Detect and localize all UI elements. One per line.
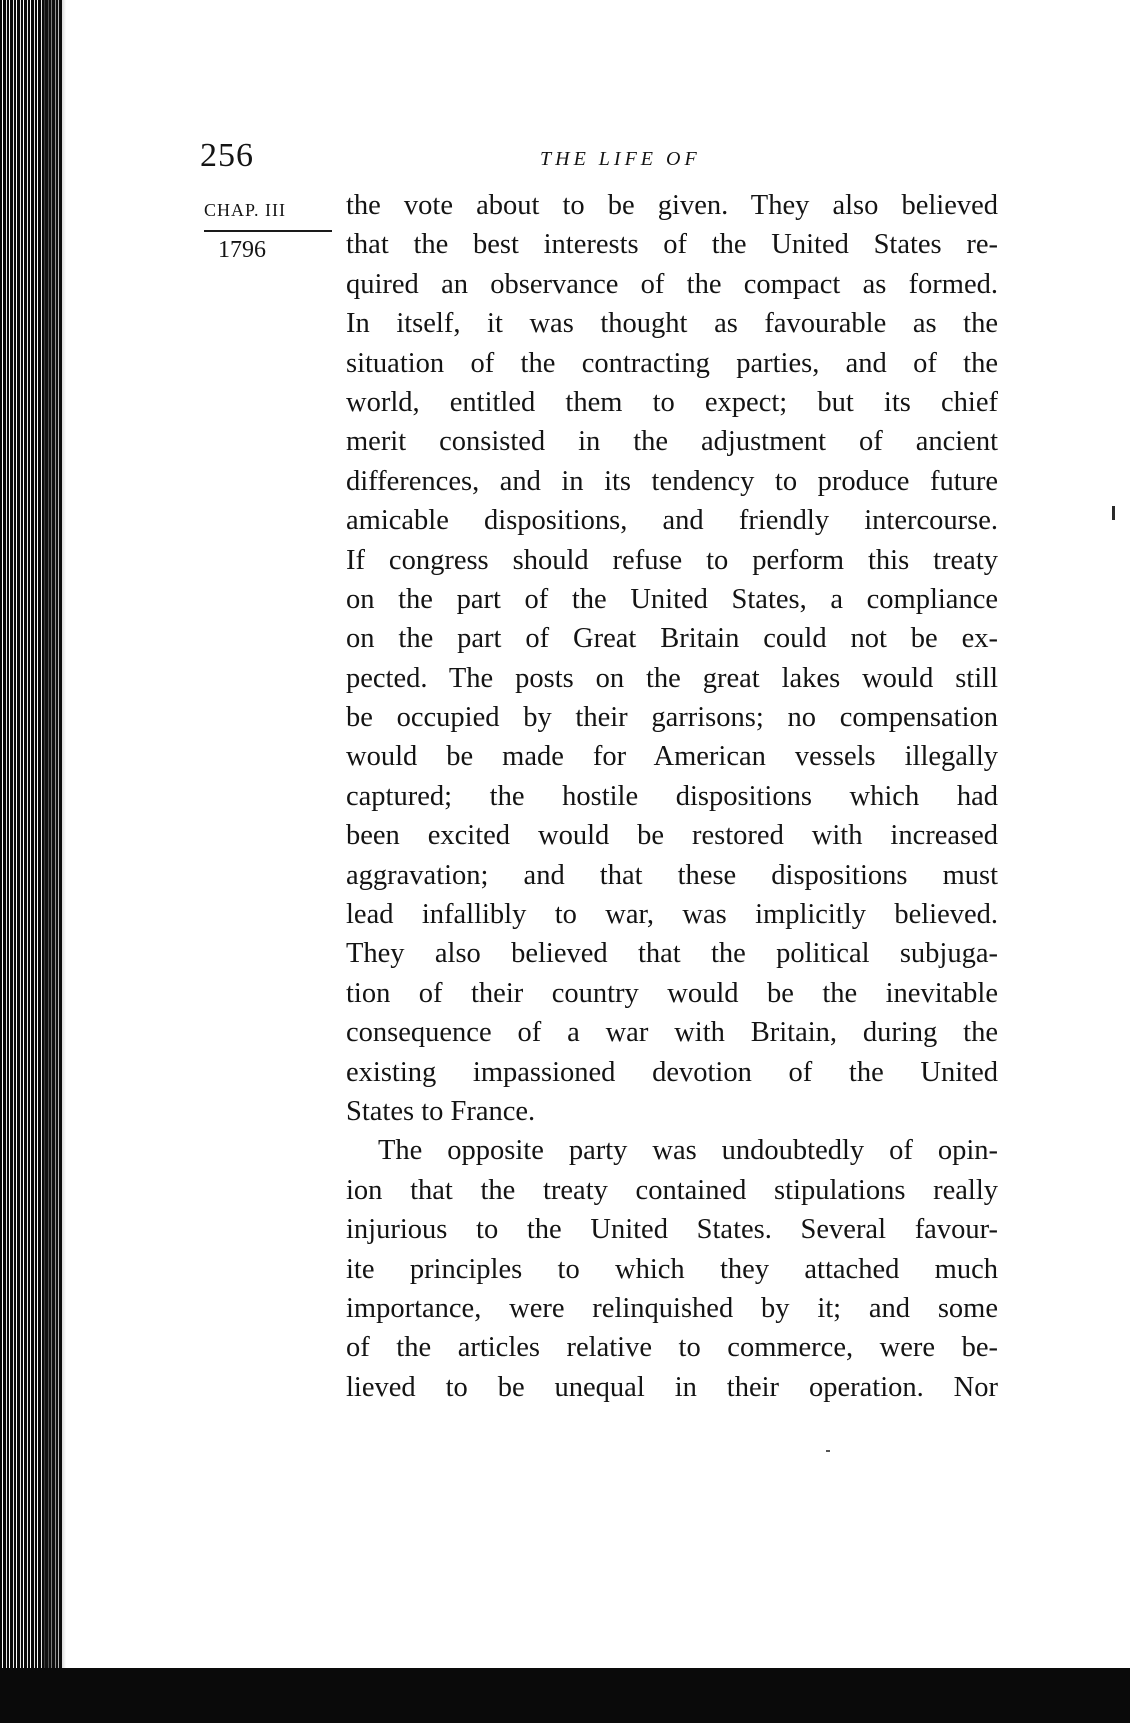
text-line: that the best interests of the United States re- [346, 229, 998, 261]
text-line: importance, were relinquished by it; and some [346, 1292, 998, 1324]
text-line: aggravation; and that these dispositions must [346, 859, 998, 891]
scan-bottom-edge [0, 1668, 1130, 1723]
text-line: tion of their country would be the inevitable [346, 977, 998, 1009]
margin-year-note: 1796 [218, 237, 266, 263]
text-line: the vote about to be given. They also believed [346, 190, 998, 221]
margin-chapter-note: CHAP. III [204, 200, 287, 220]
paragraph-1 [346, 186, 998, 1131]
text-line: They also believed that the political subjuga- [346, 938, 998, 970]
scan-speck [826, 1450, 830, 1452]
body-text [346, 186, 998, 1407]
binding-shadow [44, 0, 66, 1723]
paragraph-2 [346, 1131, 998, 1407]
text-line: States to France. [346, 1095, 536, 1127]
text-line: If congress should refuse to perform this treaty [346, 544, 998, 576]
text-line: of the articles relative to commerce, were be- [346, 1332, 998, 1364]
text-line: captured; the hostile dispositions which had [346, 780, 998, 812]
text-line: amicable dispositions, and friendly intercourse. [346, 505, 998, 537]
margin-rule [204, 230, 332, 232]
text-line: lieved to be unequal in their operation. Nor [346, 1371, 998, 1403]
text-line: consequence of a war with Britain, during the [346, 1017, 998, 1049]
text-line: world, entitled them to expect; but its chief [346, 386, 998, 418]
text-line: pected. The posts on the great lakes would still [346, 662, 998, 694]
text-line: merit consisted in the adjustment of ancient [346, 426, 998, 458]
page-number: 256 [200, 137, 254, 174]
text-line: ion that the treaty contained stipulations really [346, 1174, 998, 1206]
text-line: quired an observance of the compact as formed. [346, 268, 998, 300]
text-line: ite principles to which they attached much [346, 1253, 998, 1285]
text-line: existing impassioned devotion of the United [346, 1056, 998, 1088]
running-head: THE LIFE OF [540, 148, 701, 170]
text-line: be occupied by their garrisons; no compensation [346, 702, 998, 734]
text-line: on the part of Great Britain could not be ex- [346, 623, 998, 655]
text-line: been excited would be restored with increased [346, 820, 998, 852]
text-line: injurious to the United States. Several favour- [346, 1214, 998, 1246]
text-line: In itself, it was thought as favourable as the [346, 308, 998, 340]
scan-speck [1112, 506, 1115, 520]
text-line: on the part of the United States, a compliance [346, 583, 998, 615]
text-line: would be made for American vessels illegally [346, 741, 998, 773]
text-line: differences, and in its tendency to produce future [346, 465, 998, 497]
text-line: The opposite party was undoubtedly of opin- [378, 1135, 998, 1167]
text-line: lead infallibly to war, was implicitly believed. [346, 899, 998, 931]
text-line: situation of the contracting parties, and of the [346, 347, 998, 379]
